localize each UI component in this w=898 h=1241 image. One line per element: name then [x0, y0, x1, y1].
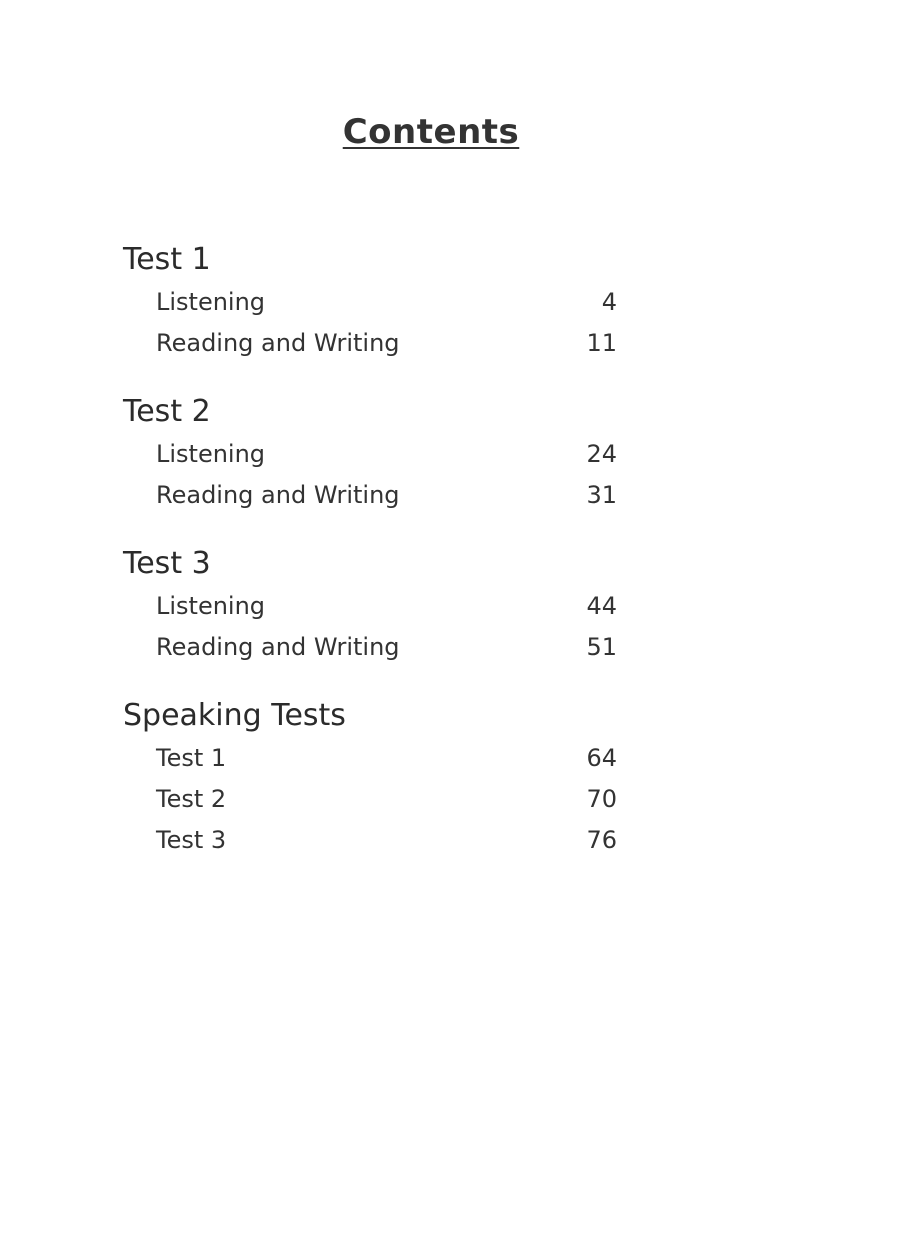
entry-page-number: 4 [601, 288, 617, 316]
section-heading: Test 2 [123, 394, 211, 429]
entry-page-number: 24 [586, 440, 617, 468]
page-title [0, 112, 862, 152]
entry-page-number: 70 [586, 785, 617, 813]
entry-label: Listening [156, 288, 266, 316]
toc-entry[interactable] [123, 738, 623, 779]
toc-entry[interactable] [123, 779, 623, 820]
toc-entry[interactable] [123, 627, 623, 668]
toc-section-test-3 [123, 542, 623, 668]
toc-entry[interactable] [123, 323, 623, 364]
toc-entry[interactable] [123, 475, 623, 516]
toc-entry[interactable] [123, 820, 623, 861]
toc-entry[interactable] [123, 434, 623, 475]
toc-section-speaking-tests [123, 694, 623, 861]
entry-page-number: 11 [586, 329, 617, 357]
entry-label: Test 3 [156, 826, 227, 854]
entry-label: Reading and Writing [156, 329, 400, 357]
toc-section-test-1 [123, 238, 623, 364]
entry-label: Reading and Writing [156, 633, 400, 661]
toc-entry[interactable] [123, 282, 623, 323]
page-title-text: Contents [342, 112, 520, 152]
section-heading: Test 3 [123, 546, 211, 581]
section-heading: Speaking Tests [123, 698, 346, 733]
toc-entry[interactable] [123, 586, 623, 627]
entry-page-number: 64 [586, 744, 617, 772]
entry-page-number: 51 [586, 633, 617, 661]
table-of-contents [123, 238, 623, 887]
entry-page-number: 44 [586, 592, 617, 620]
toc-section-test-2 [123, 390, 623, 516]
entry-label: Listening [156, 440, 266, 468]
entry-label: Test 1 [156, 744, 227, 772]
entry-page-number: 31 [586, 481, 617, 509]
entry-page-number: 76 [586, 826, 617, 854]
entry-label: Listening [156, 592, 266, 620]
entry-label: Test 2 [156, 785, 227, 813]
entry-label: Reading and Writing [156, 481, 400, 509]
section-heading: Test 1 [123, 242, 211, 277]
